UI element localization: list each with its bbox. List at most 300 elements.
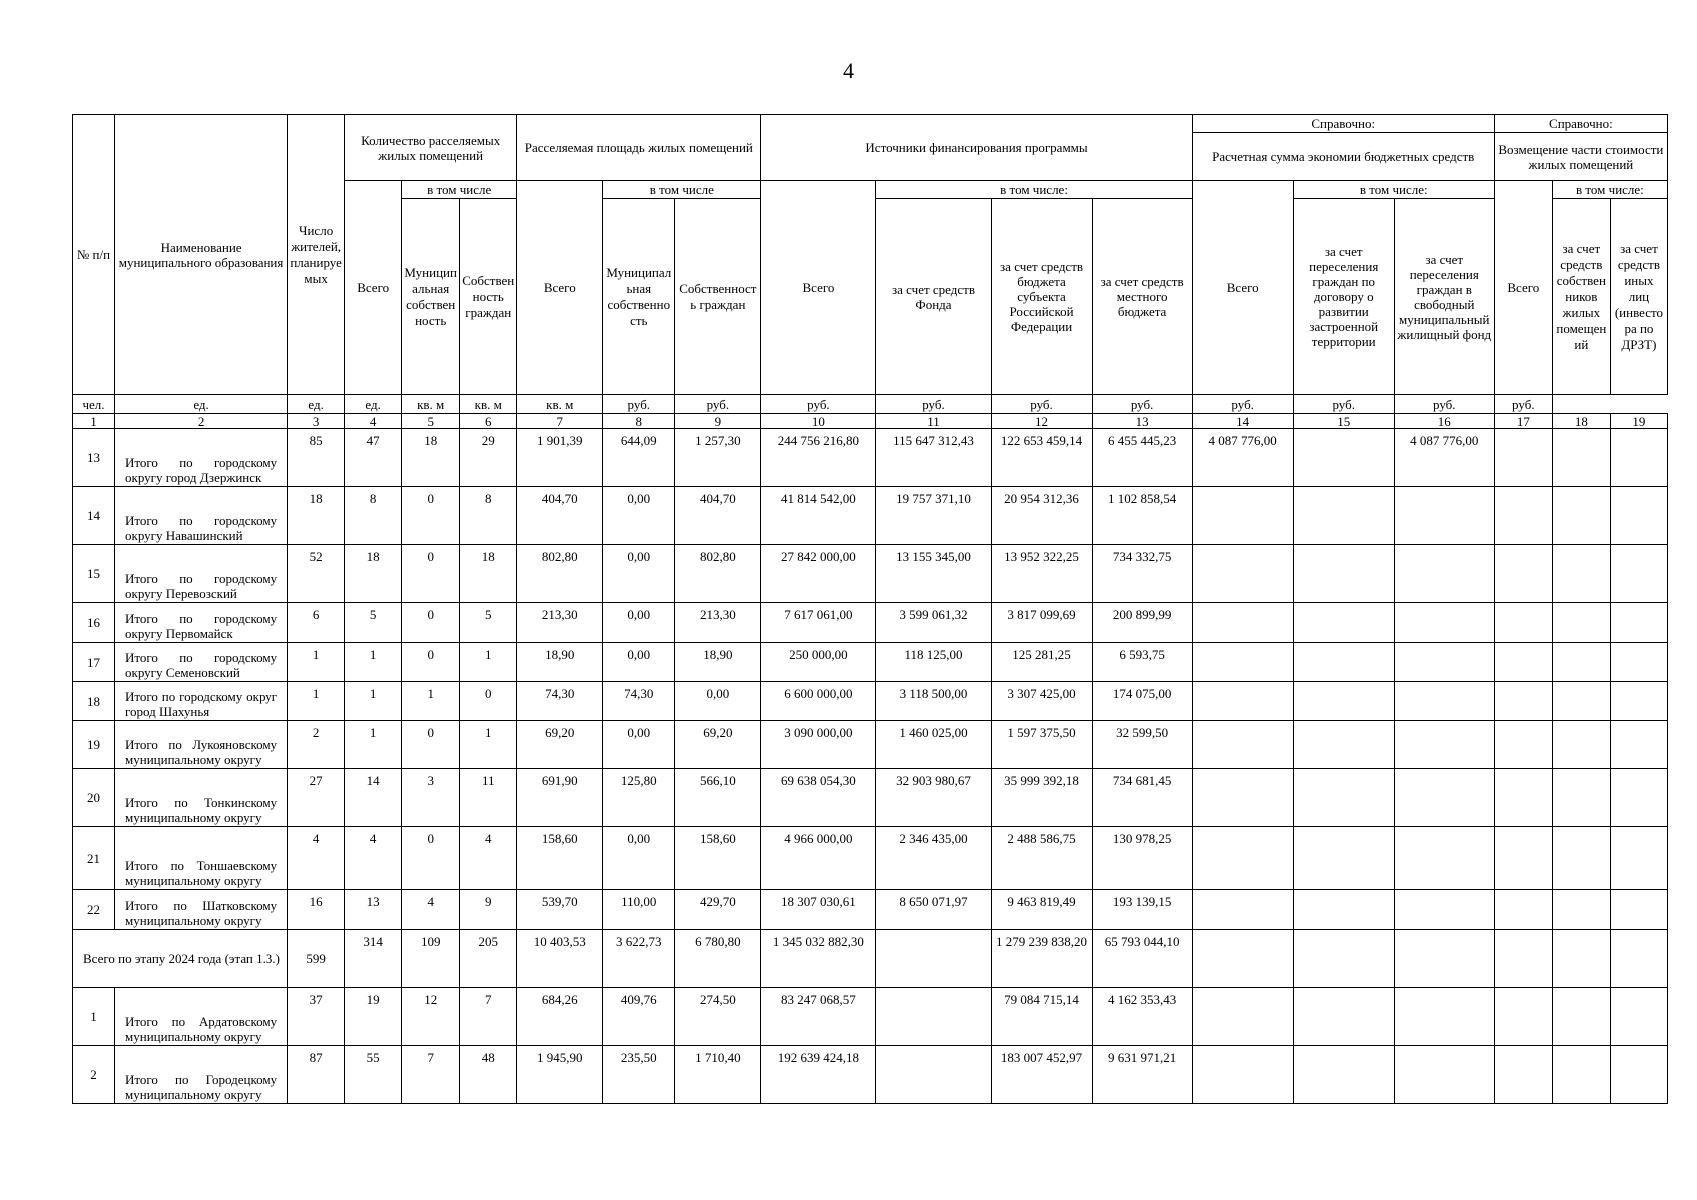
value-cell: 65 793 044,10 <box>1092 930 1192 988</box>
value-cell <box>1552 429 1610 487</box>
value-cell: 87 <box>288 1046 345 1104</box>
value-cell <box>1293 487 1394 545</box>
value-cell: 200 899,99 <box>1092 603 1192 643</box>
value-cell <box>1494 721 1552 769</box>
unit-cell: руб. <box>876 395 991 414</box>
value-cell: 0 <box>460 682 517 721</box>
header-area-citizens: Собственность граждан <box>675 199 761 395</box>
table-row <box>73 827 1668 890</box>
value-cell <box>1552 1046 1610 1104</box>
header-area-total: Всего <box>517 181 603 395</box>
value-cell <box>1494 988 1552 1046</box>
value-cell: 0,00 <box>675 682 761 721</box>
value-cell: 130 978,25 <box>1092 827 1192 890</box>
value-cell <box>1610 429 1667 487</box>
header-savings-group: Расчетная сумма экономии бюджетных средств <box>1192 133 1494 181</box>
header-rooms-group: Количество расселяемых жилых помещений <box>345 115 517 181</box>
value-cell <box>1494 682 1552 721</box>
value-cell: 2 <box>288 721 345 769</box>
header-fund: за счет средств Фонда <box>876 199 991 395</box>
unit-cell: чел. <box>73 395 115 414</box>
value-cell: 802,80 <box>517 545 603 603</box>
value-cell <box>1192 930 1293 988</box>
value-cell <box>1610 643 1667 682</box>
value-cell: 11 <box>460 769 517 827</box>
header-finance-total: Всего <box>761 181 876 395</box>
value-cell: 6 455 445,23 <box>1092 429 1192 487</box>
value-cell <box>1494 545 1552 603</box>
value-cell: 29 <box>460 429 517 487</box>
value-cell: 18 <box>345 545 402 603</box>
value-cell: 9 <box>460 890 517 930</box>
municipality-name: Итого по Тонкинскому муниципальному округу <box>115 769 288 827</box>
value-cell: 32 599,50 <box>1092 721 1192 769</box>
value-cell <box>1192 721 1293 769</box>
value-cell: 32 903 980,67 <box>876 769 991 827</box>
unit-cell: руб. <box>991 395 1092 414</box>
value-cell: 125 281,25 <box>991 643 1092 682</box>
value-cell: 79 084 715,14 <box>991 988 1092 1046</box>
value-cell: 1 945,90 <box>517 1046 603 1104</box>
municipality-name: Итого по городскому округу город Дзержинск <box>115 429 288 487</box>
value-cell: 4 162 353,43 <box>1092 988 1192 1046</box>
value-cell: 8 <box>460 487 517 545</box>
unit-cell: ед. <box>115 395 288 414</box>
value-cell: 9 631 971,21 <box>1092 1046 1192 1104</box>
unit-cell: руб. <box>603 395 675 414</box>
value-cell: 274,50 <box>675 988 761 1046</box>
column-number: 16 <box>1394 414 1494 429</box>
municipality-name: Итого по Ардатовскому муниципальному округу <box>115 988 288 1046</box>
value-cell: 409,76 <box>603 988 675 1046</box>
value-cell: 115 647 312,43 <box>876 429 991 487</box>
value-cell <box>1552 988 1610 1046</box>
value-cell <box>1610 769 1667 827</box>
value-cell <box>1494 603 1552 643</box>
value-cell: 3 090 000,00 <box>761 721 876 769</box>
column-number: 2 <box>115 414 288 429</box>
value-cell <box>1494 890 1552 930</box>
page-number: 4 <box>843 58 854 83</box>
value-cell: 0,00 <box>603 721 675 769</box>
table-body <box>73 429 1668 1104</box>
value-cell <box>1293 769 1394 827</box>
value-cell: 4 966 000,00 <box>761 827 876 890</box>
value-cell: 4 <box>402 890 460 930</box>
value-cell <box>1552 545 1610 603</box>
municipality-name: Итого по Шатковскому муниципальному округу <box>115 890 288 930</box>
value-cell: 0 <box>402 827 460 890</box>
row-number: 2 <box>73 1046 115 1104</box>
value-cell: 192 639 424,18 <box>761 1046 876 1104</box>
value-cell <box>1394 721 1494 769</box>
value-cell: 0,00 <box>603 827 675 890</box>
value-cell: 6 600 000,00 <box>761 682 876 721</box>
value-cell: 0,00 <box>603 603 675 643</box>
value-cell <box>1394 487 1494 545</box>
value-cell <box>1552 487 1610 545</box>
table-row <box>73 682 1668 721</box>
value-cell: 74,30 <box>603 682 675 721</box>
header-savings-incl: в том числе: <box>1293 181 1494 199</box>
value-cell <box>876 988 991 1046</box>
value-cell: 1 <box>345 682 402 721</box>
value-cell: 684,26 <box>517 988 603 1046</box>
value-cell <box>1293 682 1394 721</box>
value-cell: 6 780,80 <box>675 930 761 988</box>
value-cell: 69,20 <box>517 721 603 769</box>
header-compensation-total: Всего <box>1494 181 1552 395</box>
header-local-budget: за счет средств местного бюджета <box>1092 199 1192 395</box>
value-cell <box>1394 988 1494 1046</box>
value-cell: 404,70 <box>517 487 603 545</box>
table-header <box>73 115 1668 429</box>
value-cell <box>1610 487 1667 545</box>
value-cell: 37 <box>288 988 345 1046</box>
value-cell: 3 622,73 <box>603 930 675 988</box>
value-cell: 27 842 000,00 <box>761 545 876 603</box>
header-rooms-citizens: Собственность граждан <box>460 199 517 395</box>
header-rooms-incl: в том числе <box>402 181 517 199</box>
value-cell: 314 <box>345 930 402 988</box>
value-cell: 0 <box>402 487 460 545</box>
header-savings-total: Всего <box>1192 181 1293 395</box>
header-rooms-total: Всего <box>345 181 402 395</box>
value-cell <box>1494 930 1552 988</box>
value-cell <box>1494 429 1552 487</box>
municipality-name: Итого по Городецкому муниципальному округу <box>115 1046 288 1104</box>
value-cell: 27 <box>288 769 345 827</box>
value-cell: 235,50 <box>603 1046 675 1104</box>
table-row <box>73 769 1668 827</box>
value-cell: 18,90 <box>675 643 761 682</box>
row-number: 1 <box>73 988 115 1046</box>
value-cell <box>1192 827 1293 890</box>
value-cell <box>1394 603 1494 643</box>
value-cell: 539,70 <box>517 890 603 930</box>
table-row <box>73 1046 1668 1104</box>
resettlement-table <box>72 114 1668 1104</box>
column-number: 14 <box>1192 414 1293 429</box>
value-cell <box>1552 643 1610 682</box>
value-cell: 429,70 <box>675 890 761 930</box>
value-cell <box>1293 721 1394 769</box>
value-cell: 13 155 345,00 <box>876 545 991 603</box>
value-cell: 0,00 <box>603 487 675 545</box>
value-cell: 14 <box>345 769 402 827</box>
municipality-name: Итого по городскому округ город Шахунья <box>115 682 288 721</box>
value-cell <box>876 1046 991 1104</box>
value-cell <box>1494 769 1552 827</box>
value-cell <box>1192 988 1293 1046</box>
value-cell: 35 999 392,18 <box>991 769 1092 827</box>
value-cell: 2 346 435,00 <box>876 827 991 890</box>
value-cell: 118 125,00 <box>876 643 991 682</box>
unit-cell: руб. <box>1092 395 1192 414</box>
value-cell: 16 <box>288 890 345 930</box>
column-number: 19 <box>1610 414 1667 429</box>
table-row <box>73 643 1668 682</box>
value-cell: 213,30 <box>517 603 603 643</box>
value-cell <box>1494 827 1552 890</box>
value-cell <box>1552 769 1610 827</box>
row-number: 16 <box>73 603 115 643</box>
value-cell: 47 <box>345 429 402 487</box>
value-cell: 52 <box>288 545 345 603</box>
value-cell: 734 332,75 <box>1092 545 1192 603</box>
value-cell: 1 <box>345 643 402 682</box>
value-cell: 18 307 030,61 <box>761 890 876 930</box>
value-cell <box>1293 1046 1394 1104</box>
header-residents: Число жителей, планируемых <box>288 115 345 395</box>
value-cell: 18 <box>288 487 345 545</box>
value-cell: 250 000,00 <box>761 643 876 682</box>
value-cell <box>1192 487 1293 545</box>
value-cell: 0,00 <box>603 643 675 682</box>
value-cell <box>1293 827 1394 890</box>
value-cell: 125,80 <box>603 769 675 827</box>
value-cell <box>1192 545 1293 603</box>
value-cell: 0 <box>402 721 460 769</box>
value-cell: 74,30 <box>517 682 603 721</box>
value-cell <box>1610 890 1667 930</box>
header-compensation-group: Возмещение части стоимости жилых помещений <box>1494 133 1667 181</box>
value-cell: 158,60 <box>517 827 603 890</box>
column-number: 18 <box>1552 414 1610 429</box>
value-cell: 19 <box>345 988 402 1046</box>
value-cell <box>1394 545 1494 603</box>
value-cell <box>1610 682 1667 721</box>
table-row <box>73 721 1668 769</box>
value-cell <box>1494 643 1552 682</box>
value-cell: 205 <box>460 930 517 988</box>
value-cell: 69 638 054,30 <box>761 769 876 827</box>
row-number: 20 <box>73 769 115 827</box>
value-cell: 19 757 371,10 <box>876 487 991 545</box>
value-cell: 8 650 071,97 <box>876 890 991 930</box>
stage-total-row <box>73 930 1668 988</box>
municipality-name: Итого по городскому округу Перевозский <box>115 545 288 603</box>
header-area-incl: в том числе <box>603 181 761 199</box>
value-cell <box>1610 603 1667 643</box>
unit-cell: кв. м <box>402 395 460 414</box>
value-cell <box>1394 769 1494 827</box>
header-ref-1: Справочно: <box>1192 115 1494 133</box>
municipality-name: Итого по городскому округу Навашинский <box>115 487 288 545</box>
value-cell: 734 681,45 <box>1092 769 1192 827</box>
value-cell: 1 257,30 <box>675 429 761 487</box>
value-cell: 13 952 322,25 <box>991 545 1092 603</box>
value-cell <box>1192 603 1293 643</box>
value-cell: 158,60 <box>675 827 761 890</box>
column-number: 6 <box>460 414 517 429</box>
value-cell <box>1552 682 1610 721</box>
value-cell: 5 <box>345 603 402 643</box>
unit-cell: руб. <box>1394 395 1494 414</box>
value-cell <box>1610 1046 1667 1104</box>
value-cell: 599 <box>288 930 345 988</box>
value-cell <box>1552 930 1610 988</box>
municipality-name: Итого по Тоншаевскому муниципальному округу <box>115 827 288 890</box>
value-cell: 7 <box>402 1046 460 1104</box>
row-number: 15 <box>73 545 115 603</box>
value-cell: 174 075,00 <box>1092 682 1192 721</box>
value-cell: 0 <box>402 643 460 682</box>
value-cell: 244 756 216,80 <box>761 429 876 487</box>
value-cell: 18 <box>402 429 460 487</box>
table-row <box>73 603 1668 643</box>
value-cell: 18 <box>460 545 517 603</box>
value-cell <box>1610 827 1667 890</box>
value-cell: 1 345 032 882,30 <box>761 930 876 988</box>
column-number: 11 <box>876 414 991 429</box>
value-cell <box>1394 1046 1494 1104</box>
value-cell <box>1293 930 1394 988</box>
value-cell <box>1293 429 1394 487</box>
value-cell: 0 <box>402 545 460 603</box>
value-cell: 13 <box>345 890 402 930</box>
value-cell: 193 139,15 <box>1092 890 1192 930</box>
value-cell: 1 <box>460 643 517 682</box>
header-owners-funds: за счет средств собственников жилых помещений <box>1552 199 1610 395</box>
value-cell: 3 118 500,00 <box>876 682 991 721</box>
unit-cell: руб. <box>1293 395 1394 414</box>
value-cell: 802,80 <box>675 545 761 603</box>
value-cell: 566,10 <box>675 769 761 827</box>
value-cell: 3 599 061,32 <box>876 603 991 643</box>
value-cell: 10 403,53 <box>517 930 603 988</box>
value-cell <box>1394 643 1494 682</box>
municipality-name: Итого по городскому округу Первомайск <box>115 603 288 643</box>
value-cell <box>1394 827 1494 890</box>
value-cell: 183 007 452,97 <box>991 1046 1092 1104</box>
header-area-group: Расселяемая площадь жилых помещений <box>517 115 761 181</box>
table-row <box>73 487 1668 545</box>
value-cell <box>1192 769 1293 827</box>
value-cell: 1 <box>345 721 402 769</box>
table-row <box>73 429 1668 487</box>
value-cell: 122 653 459,14 <box>991 429 1092 487</box>
value-cell <box>1192 890 1293 930</box>
value-cell: 1 <box>288 643 345 682</box>
header-ref-2: Справочно: <box>1494 115 1667 133</box>
value-cell <box>1610 545 1667 603</box>
value-cell <box>876 930 991 988</box>
value-cell: 20 954 312,36 <box>991 487 1092 545</box>
unit-cell: кв. м <box>517 395 603 414</box>
unit-cell: руб. <box>761 395 876 414</box>
column-number: 17 <box>1494 414 1552 429</box>
header-area-municipal: Муниципальная собственность <box>603 199 675 395</box>
value-cell: 5 <box>460 603 517 643</box>
value-cell <box>1610 721 1667 769</box>
value-cell <box>1192 682 1293 721</box>
value-cell: 644,09 <box>603 429 675 487</box>
unit-cell: руб. <box>1494 395 1552 414</box>
value-cell: 2 488 586,75 <box>991 827 1092 890</box>
value-cell: 4 087 776,00 <box>1394 429 1494 487</box>
municipality-name: Итого по городскому округу Семеновский <box>115 643 288 682</box>
value-cell: 18,90 <box>517 643 603 682</box>
value-cell: 6 <box>288 603 345 643</box>
value-cell <box>1293 545 1394 603</box>
header-compensation-incl: в том числе: <box>1552 181 1667 199</box>
value-cell: 691,90 <box>517 769 603 827</box>
table-row <box>73 988 1668 1046</box>
value-cell: 1 279 239 838,20 <box>991 930 1092 988</box>
value-cell: 0 <box>402 603 460 643</box>
unit-cell: ед. <box>288 395 345 414</box>
unit-cell: кв. м <box>460 395 517 414</box>
row-number: 14 <box>73 487 115 545</box>
value-cell: 0,00 <box>603 545 675 603</box>
value-cell: 1 <box>288 682 345 721</box>
row-number: 18 <box>73 682 115 721</box>
row-number: 17 <box>73 643 115 682</box>
value-cell: 4 <box>288 827 345 890</box>
column-number: 5 <box>402 414 460 429</box>
value-cell: 1 597 375,50 <box>991 721 1092 769</box>
unit-cell: руб. <box>1192 395 1293 414</box>
row-number: 21 <box>73 827 115 890</box>
value-cell: 6 593,75 <box>1092 643 1192 682</box>
value-cell <box>1394 890 1494 930</box>
value-cell: 1 901,39 <box>517 429 603 487</box>
value-cell: 7 <box>460 988 517 1046</box>
unit-cell: руб. <box>675 395 761 414</box>
units-row <box>73 395 1668 414</box>
header-finance-incl: в том числе: <box>876 181 1192 199</box>
value-cell <box>1293 890 1394 930</box>
value-cell <box>1293 988 1394 1046</box>
stage-total-label: Всего по этапу 2024 года (этап 1.3.) <box>73 930 288 988</box>
value-cell: 110,00 <box>603 890 675 930</box>
value-cell: 1 710,40 <box>675 1046 761 1104</box>
table-row <box>73 545 1668 603</box>
value-cell <box>1293 643 1394 682</box>
header-rooms-municipal: Муниципальная собственность <box>402 199 460 395</box>
value-cell: 4 <box>460 827 517 890</box>
header-name: Наименование муниципального образования <box>115 115 288 395</box>
municipality-name: Итого по Лукояновскому муниципальному округу <box>115 721 288 769</box>
value-cell: 9 463 819,49 <box>991 890 1092 930</box>
value-cell <box>1192 1046 1293 1104</box>
table-row <box>73 890 1668 930</box>
column-number: 7 <box>517 414 603 429</box>
column-number: 10 <box>761 414 876 429</box>
value-cell: 213,30 <box>675 603 761 643</box>
column-number: 12 <box>991 414 1092 429</box>
value-cell: 1 <box>460 721 517 769</box>
row-number: 22 <box>73 890 115 930</box>
value-cell: 404,70 <box>675 487 761 545</box>
value-cell: 1 102 858,54 <box>1092 487 1192 545</box>
value-cell <box>1610 988 1667 1046</box>
value-cell <box>1192 643 1293 682</box>
row-number: 19 <box>73 721 115 769</box>
value-cell: 3 817 099,69 <box>991 603 1092 643</box>
value-cell: 7 617 061,00 <box>761 603 876 643</box>
row-number: 13 <box>73 429 115 487</box>
header-subject-budget: за счет средств бюджета субъекта Российской Федерации <box>991 199 1092 395</box>
value-cell: 12 <box>402 988 460 1046</box>
value-cell: 48 <box>460 1046 517 1104</box>
value-cell: 85 <box>288 429 345 487</box>
column-number: 1 <box>73 414 115 429</box>
column-number: 15 <box>1293 414 1394 429</box>
value-cell: 3 307 425,00 <box>991 682 1092 721</box>
value-cell <box>1552 890 1610 930</box>
